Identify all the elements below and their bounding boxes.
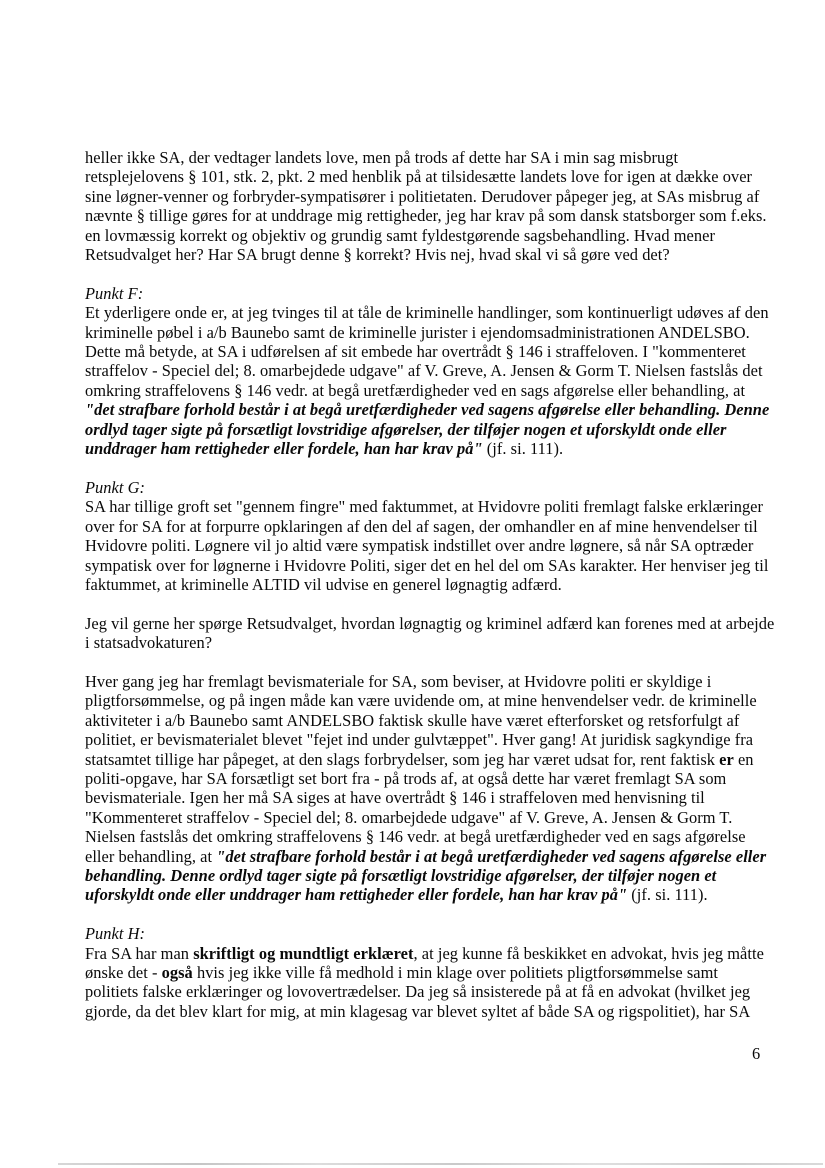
paragraph-punkt-g: SA har tillige groft set "gennem fingre" med faktummet, at Hvidovre politi fremlagt falske erklæringer over for SA for at forpurre opklaringen af den del af sagen, der omhandler en af mine henvendelser til Hvidovre politi. Løgnere vil jo altid være sympatisk indstillet over andre løgnere, så når SA optræder sympatisk over for løgnerne i Hvidovre Politi, siger det en hel del om SAs karakter. Her henviser jeg til faktummet, at kriminelle ALTID vil udvise en generel løgnagtig adfærd. [85, 497, 769, 594]
page-number: 6 [752, 1044, 761, 1063]
document-body [85, 148, 775, 1021]
heading-punkt-h: Punkt H: [85, 924, 146, 944]
paragraph-evidence: Hver gang jeg har fremlagt bevismateriale for SA, som beviser, at Hvidovre politi er skyldige i pligtforsømmelse, og på ingen måde kan være uvidende om, at mine henvendelser vedr. de kriminelle aktiviteter i a/b Baunebo samt ANDELSBO faktisk skulle have været efterforsket og retsforfulgt af politiet, er bevismaterialet blevet "fejet ind under gulvtæppet". Hver gang! At juridisk sagkyndige fra statsamtet tillige har påpeget, at den slags forbrydelser, som jeg har været udsat for, rent faktisk er en politi-opgave, har SA forsætligt set bort fra - på trods af, at også dette har været fremlagt SA som bevismateriale. Igen her må SA siges at have overtrådt § 146 i straffeloven med henvisning til "Kommenteret straffelov - Speciel del; 8. omarbejdede udgave" af V. Greve, A. Jensen & Gorm T. Nielsen fastslås det omkring straffelovens § 146 vedr. at begå uretfærdigheder ved en sags afgørelse eller behandling, at "det strafbare forhold består i at begå uretfærdigheder ved sagens afgørelse eller behandling. Denne ordlyd tager sigte på forsætligt lovstridige afgørelser, der tilføjer nogen et uforskyldt onde eller unddrager ham rettigheder eller fordele, han har krav på" (jf. si. 111). [85, 671, 767, 905]
heading-punkt-g: Punkt G: [85, 477, 146, 497]
paragraph-intro: heller ikke SA, der vedtager landets love, men på trods af dette har SA i min sag misbrugt retsplejelovens § 101, stk. 2, pkt. 2 med henblik på at tilsidesætte landets love for igen at dække over sine løgner-venner og forbryder-sympatisører i politietaten. Derudover påpeger jeg, at SAs misbrug af nævnte § tillige gøres for at unddrage mig rettigheder, jeg har krav på som dansk statsborger som f.eks. en lovmæssig korrekt og objektiv og grundig samt fyldestgørende sagsbehandling. Hvad mener Retsudvalget her? Har SA brugt denne § korrekt? Hvis nej, hvad skal vi så gøre ved det? [85, 148, 767, 265]
scan-edge-artifact [58, 1163, 823, 1165]
heading-punkt-f: Punkt F: [85, 283, 144, 303]
paragraph-punkt-f: Et yderligere onde er, at jeg tvinges til at tåle de kriminelle handlinger, som kontinuerligt udøves af den kriminelle pøbel i a/b Baunebo samt de kriminelle jurister i ejendomsadministrationen ANDELSBO. Dette må betyde, at SA i udførelsen af sit embede har overtrådt § 146 i straffeloven. I "kommenteret straffelov - Speciel del; 8. omarbejdede udgave" af V. Greve, A. Jensen & Gorm T. Nielsen fastslås det omkring straffelovens § 146 vedr. at begå uretfærdigheder ved en sags afgørelse eller behandling, at "det strafbare forhold består i at begå uretfærdigheder ved sagens afgørelse eller behandling. Denne ordlyd tager sigte på forsætligt lovstridige afgørelser, der tilføjer nogen et uforskyldt onde eller unddrager ham rettigheder eller fordele, han har krav på" (jf. si. 111). [85, 303, 770, 459]
paragraph-question: Jeg vil gerne her spørge Retsudvalget, hvordan løgnagtig og kriminel adfærd kan forenes med at arbejde i statsadvokaturen? [85, 613, 775, 653]
paragraph-punkt-h: Fra SA har man skriftligt og mundtligt erklæret, at jeg kunne få beskikket en advokat, hvis jeg måtte ønske det - også hvis jeg ikke ville få medhold i min klage over politiets pligtforsømmelse samt politiets falske erklæringer og lovovertrædelser. Da jeg så insisterede på at få en advokat (hvilket jeg gjorde, da det blev klart for mig, at min klagesag var blevet syltet af både SA og rigspolitiet), har SA [85, 943, 764, 1021]
